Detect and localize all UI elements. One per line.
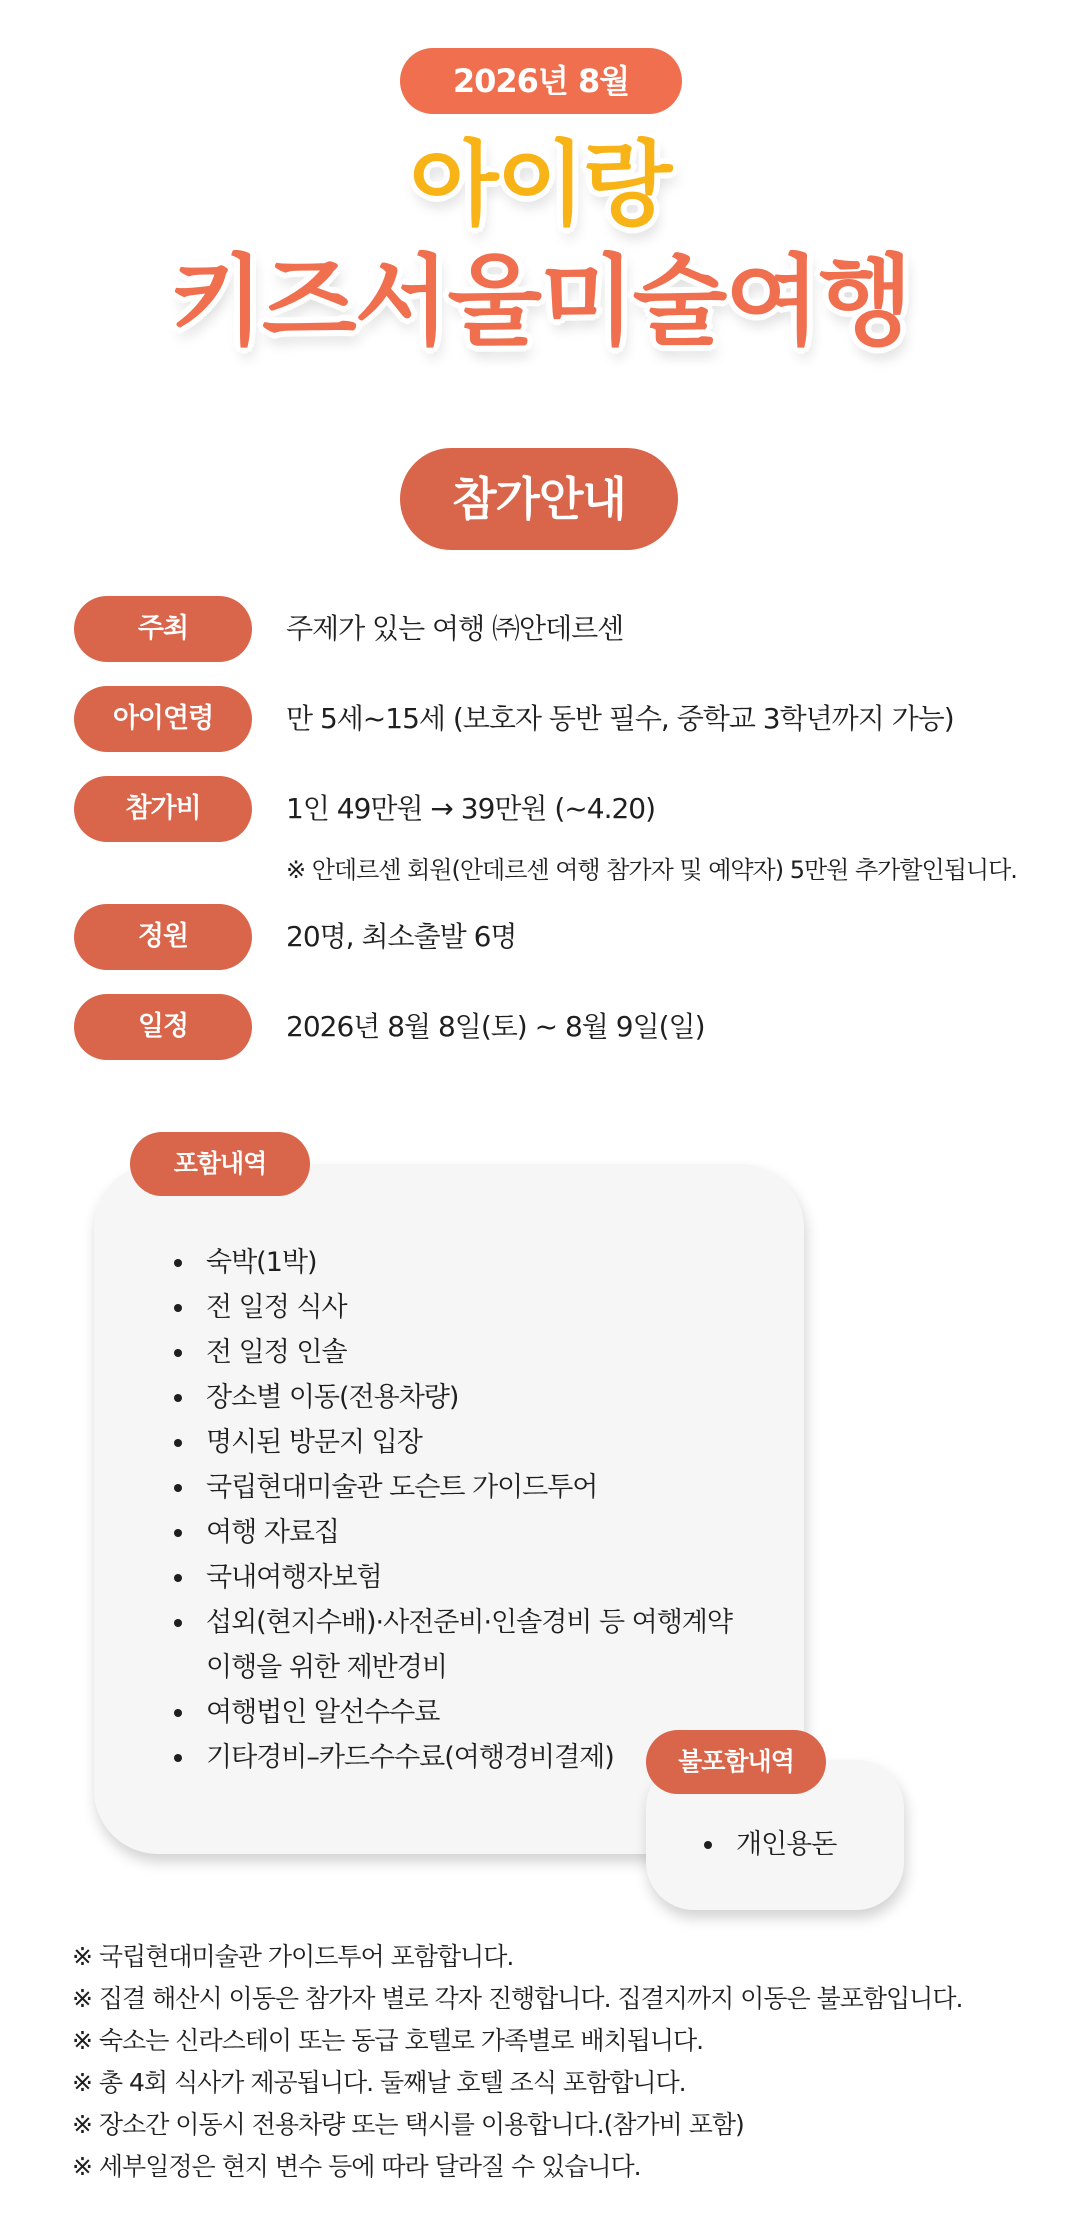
excluded-label: 불포함내역: [646, 1730, 826, 1794]
info-value-age: 만 5세~15세 (보호자 동반 필수, 중학교 3학년까지 가능): [286, 702, 954, 735]
list-item: 전 일정 인솔: [172, 1330, 792, 1375]
list-item-continuation: 이행을 위한 제반경비: [206, 1652, 447, 1683]
info-note-fee: ※ 안데르센 회원(안데르센 여행 참가자 및 예약자) 5만원 추가할인됩니다.: [286, 856, 1017, 884]
date-badge: 2026년 8월: [400, 48, 682, 114]
list-item: 개인용돈: [702, 1822, 836, 1867]
title-line-1: 아이랑: [409, 131, 671, 238]
info-label-schedule: 일정: [74, 994, 252, 1060]
included-list: [172, 1240, 792, 1780]
note-line: ※ 숙소는 신라스테이 또는 동급 호텔로 가족별로 배치됩니다.: [72, 2026, 704, 2055]
list-item: 국내여행자보험: [172, 1555, 792, 1600]
info-label-capacity: 정원: [74, 904, 252, 970]
excluded-list: [702, 1822, 836, 1867]
note-line: ※ 세부일정은 현지 변수 등에 따라 달라질 수 있습니다.: [72, 2152, 641, 2181]
list-item: 여행 자료집: [172, 1510, 792, 1555]
info-value-fee: 1인 49만원 → 39만원 (~4.20): [286, 792, 656, 825]
info-value-capacity: 20명, 최소출발 6명: [286, 920, 517, 953]
note-line: ※ 집결 해산시 이동은 참가자 별로 각자 진행합니다. 집결지까지 이동은 불포함입니다.: [72, 1984, 963, 2013]
info-value-host: 주제가 있는 여행 ㈜안데르센: [286, 612, 624, 645]
list-item: 섭외(현지수배)·사전준비·인솔경비 등 여행계약: [172, 1600, 792, 1645]
list-item: 전 일정 식사: [172, 1285, 792, 1330]
title-line-2: 키즈서울미술여행: [169, 245, 911, 359]
list-item: 숙박(1박): [172, 1240, 792, 1285]
info-label-host: 주최: [74, 596, 252, 662]
list-item: 장소별 이동(전용차량): [172, 1375, 792, 1420]
info-label-fee: 참가비: [74, 776, 252, 842]
info-value-schedule: 2026년 8월 8일(토) ~ 8월 9일(일): [286, 1010, 705, 1043]
note-line: ※ 장소간 이동시 전용차량 또는 택시를 이용합니다.(참가비 포함): [72, 2110, 744, 2139]
list-item: 명시된 방문지 입장: [172, 1420, 792, 1465]
info-label-age: 아이연령: [74, 686, 252, 752]
notes: [72, 1936, 1052, 2188]
note-line: ※ 국립현대미술관 가이드투어 포함합니다.: [72, 1942, 514, 1971]
event-title: [0, 130, 1080, 362]
list-item: 국립현대미술관 도슨트 가이드투어: [172, 1465, 792, 1510]
list-item: 기타경비–카드수수료(여행경비결제): [172, 1735, 792, 1780]
note-line: ※ 총 4회 식사가 제공됩니다. 둘째날 호텔 조식 포함합니다.: [72, 2068, 686, 2097]
list-item: 여행법인 알선수수료: [172, 1690, 792, 1735]
section-title: 참가안내: [400, 448, 678, 550]
included-label: 포함내역: [130, 1132, 310, 1196]
